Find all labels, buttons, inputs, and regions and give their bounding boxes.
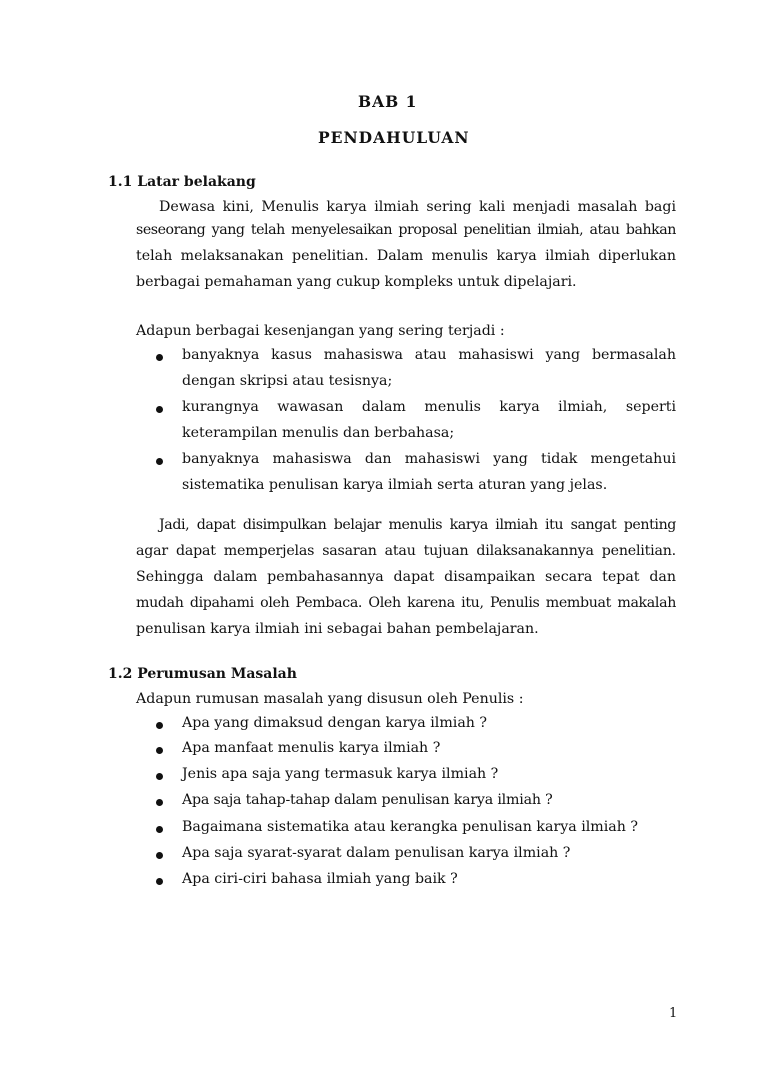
paragraph-line: agar dapat memperjelas sasaran atau tujuan dilaksanakannya penelitian.: [136, 543, 676, 559]
bullet-icon: [156, 852, 163, 859]
bullet-icon: [156, 799, 163, 806]
bullet-icon: [156, 722, 163, 729]
section-heading-latar-belakang: 1.1 Latar belakang: [108, 174, 256, 190]
list-item-line: kurangnya wawasan dalam menulis karya ilmiah, seperti: [182, 399, 676, 415]
paragraph-line: Jadi, dapat disimpulkan belajar menulis karya ilmiah itu sangat penting: [159, 517, 676, 533]
bullet-icon: [156, 878, 163, 885]
paragraph-line: telah melaksanakan penelitian. Dalam menulis karya ilmiah diperlukan: [136, 248, 676, 264]
bullet-icon: [156, 406, 163, 413]
section-heading-perumusan-masalah: 1.2 Perumusan Masalah: [108, 666, 297, 682]
list-intro: Adapun rumusan masalah yang disusun oleh Penulis :: [136, 691, 524, 707]
question-item: Apa manfaat menulis karya ilmiah ?: [182, 740, 441, 756]
bullet-icon: [156, 747, 163, 754]
question-item: Apa yang dimaksud dengan karya ilmiah ?: [182, 715, 488, 731]
page-number: 1: [669, 1006, 678, 1021]
list-item-line: banyaknya mahasiswa dan mahasiswi yang tidak mengetahui: [182, 451, 676, 467]
paragraph-line: Dewasa kini, Menulis karya ilmiah sering kali menjadi masalah bagi: [159, 199, 676, 215]
question-item: Jenis apa saja yang termasuk karya ilmiah ?: [182, 766, 499, 782]
list-item-line: banyaknya kasus mahasiswa atau mahasiswi yang bermasalah: [182, 347, 676, 363]
question-item: Bagaimana sistematika atau kerangka penulisan karya ilmiah ?: [182, 819, 638, 835]
list-item-line: dengan skripsi atau tesisnya;: [182, 373, 393, 389]
question-item: Apa saja syarat-syarat dalam penulisan karya ilmiah ?: [182, 845, 571, 861]
list-item-line: sistematika penulisan karya ilmiah serta aturan yang jelas.: [182, 477, 608, 493]
chapter-number: BAB 1: [358, 92, 418, 111]
bullet-icon: [156, 826, 163, 833]
list-intro: Adapun berbagai kesenjangan yang sering terjadi :: [136, 323, 505, 339]
bullet-icon: [156, 458, 163, 465]
question-item: Apa saja tahap-tahap dalam penulisan karya ilmiah ?: [182, 792, 553, 808]
paragraph-line: seseorang yang telah menyelesaikan proposal penelitian ilmiah, atau bahkan: [136, 222, 676, 238]
paragraph-line: Sehingga dalam pembahasannya dapat disampaikan secara tepat dan: [136, 569, 676, 585]
chapter-title: PENDAHULUAN: [318, 128, 470, 147]
paragraph-line: mudah dipahami oleh Pembaca. Oleh karena itu, Penulis membuat makalah: [136, 595, 676, 611]
question-item: Apa ciri-ciri bahasa ilmiah yang baik ?: [182, 871, 458, 887]
bullet-icon: [156, 354, 163, 361]
paragraph-line: penulisan karya ilmiah ini sebagai bahan pembelajaran.: [136, 621, 539, 637]
paragraph-line: berbagai pemahaman yang cukup kompleks untuk dipelajari.: [136, 274, 577, 290]
bullet-icon: [156, 773, 163, 780]
list-item-line: keterampilan menulis dan berbahasa;: [182, 425, 455, 441]
